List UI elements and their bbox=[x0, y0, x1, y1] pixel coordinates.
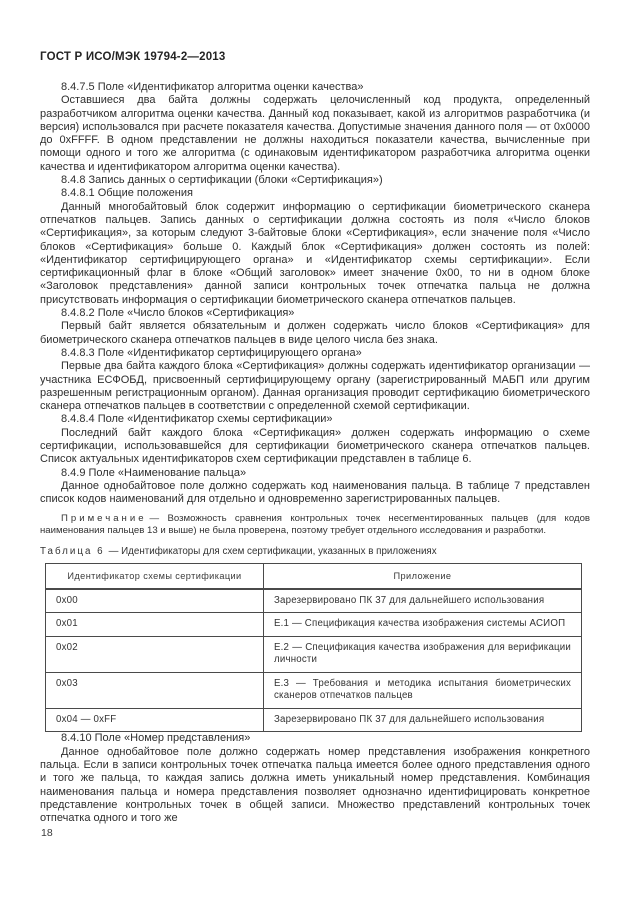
section-heading: 8.4.8 Запись данных о сертификации (блоки «Сертификация») bbox=[61, 174, 383, 187]
running-header: ГОСТ Р ИСО/МЭК 19794-2—2013 bbox=[40, 51, 226, 63]
table-row bbox=[46, 672, 582, 708]
table-cell-appendix: Е.2 — Спецификация качества изображения для верификации личности bbox=[264, 636, 582, 672]
table-cell-scheme-id: 0x03 bbox=[46, 672, 264, 708]
paragraph: Первые два байта каждого блока «Сертификация» должны содержать идентификатор организации — участника ЕСФОБД, присвоенный сертифицирующему органу (зарегистрированный МАБП или другим разрешенным регистрационным органом). Данная организация проводит сертификацию биометрического сканера отпечатков пальцев в соответствии с определенной схемой сертификации. bbox=[40, 360, 590, 413]
note-label: Примечание bbox=[61, 512, 147, 524]
note-text: — Возможность сравнения контрольных точек несегментированных пальцев (для кодов наименования пальцев 13 и выше) не была проверена, поэтому требует отдельного исследования и разработки. bbox=[40, 512, 590, 536]
table-row bbox=[46, 708, 582, 732]
table-caption-label: Таблица 6 bbox=[40, 545, 105, 557]
table-header-row bbox=[46, 563, 582, 589]
table-cell-appendix: Зарезервировано ПК 37 для дальнейшего использования bbox=[264, 708, 582, 732]
table-cell-scheme-id: 0x01 bbox=[46, 613, 264, 637]
page-number: 18 bbox=[41, 827, 53, 839]
table-cell-appendix: Зарезервировано ПК 37 для дальнейшего использования bbox=[264, 589, 582, 613]
column-header-appendix: Приложение bbox=[264, 563, 582, 589]
paragraph: Оставшиеся два байта должны содержать целочисленный код продукта, определенный разработчиком алгоритма оценки качества. Данный код показывает, какой из алгоритмов разработчика (и версия) использовался при расчете показателя качества. Допустимые значения данного поля — от 0x0000 до 0xFFFF. В одном представлении не должны находиться показатели качества, вычисленные при помощи одного и того же алгоритма (с одинаковым идентификатором разработчика алгоритма оценки качества и идентификатором алгоритма оценки качества). bbox=[40, 94, 590, 173]
section-heading: 8.4.10 Поле «Номер представления» bbox=[61, 732, 251, 745]
table-cell-appendix: Е.1 — Спецификация качества изображения системы АСИОП bbox=[264, 613, 582, 637]
paragraph: Последний байт каждого блока «Сертификация» должен содержать информацию о схеме сертификации, использовавшейся для сертификации биометрического сканера отпечатков пальцев. Список актуальных идентификаторов схем сертификации представлен в таблице 6. bbox=[40, 426, 590, 466]
table-row bbox=[46, 613, 582, 637]
section-heading: 8.4.8.4 Поле «Идентификатор схемы сертификации» bbox=[61, 413, 333, 426]
section-heading: 8.4.8.3 Поле «Идентификатор сертифицирующего органа» bbox=[61, 346, 362, 359]
paragraph: Данное однобайтовое поле должно содержать код наименования пальца. В таблице 7 представлен список кодов наименований для отдельно и одновременно зарегистрированных пальцев. bbox=[40, 479, 590, 506]
section-heading: 8.4.9 Поле «Наименование пальца» bbox=[61, 466, 247, 479]
paragraph: Данный многобайтовый блок содержит информацию о сертификации биометрического сканера отпечатков пальцев. Запись данных о сертификации должна состоять из поля «Число блоков «Сертификация», за которым следуют 3-байтовые блоки «Сертификация», если значение поля «Число блоков «Сертификация» больше 0. Каждый блок «Сертификация» должен состоять из полей: «Идентификатор сертифицирующего органа» и «Идентификатор схемы сертификации». Если сертификационный флаг в блоке «Общий заголовок» имеет значение 0x00, то ни в одном блоке «Заголовок представления» данной записи контрольных точек отпечатка пальца не должна присутствовать информация о сертификации биометрического сканера отпечатков пальцев. bbox=[40, 200, 590, 306]
table-row bbox=[46, 589, 582, 613]
paragraph: Данное однобайтовое поле должно содержать номер представления изображения конкретного пальца. Если в записи контрольных точек отпечатка пальца имеется более одного представления одного и того же пальца, то каждая запись должна иметь уникальный номер представления. Комбинация наименования пальца и номера представления позволяет однозначно идентифицировать конкретное представление контрольных точек в общей записи. Множество представлений контрольных точек отпечатка одного и того же bbox=[40, 745, 590, 825]
section-heading: 8.4.7.5 Поле «Идентификатор алгоритма оценки качества» bbox=[61, 81, 364, 93]
table-row bbox=[46, 636, 582, 672]
table-cell-appendix: Е.3 — Требования и методика испытания биометрических сканеров отпечатков пальцев bbox=[264, 672, 582, 708]
paragraph: Первый байт является обязательным и должен содержать число блоков «Сертификация» для биометрического сканера отпечатков пальцев в виде целого числа без знака. bbox=[40, 320, 590, 346]
table-cell-scheme-id: 0x00 bbox=[46, 589, 264, 613]
section-heading: 8.4.8.1 Общие положения bbox=[61, 187, 193, 200]
table-caption bbox=[40, 546, 590, 558]
table-cell-scheme-id: 0x04 — 0xFF bbox=[46, 708, 264, 732]
certification-schemes-table bbox=[45, 563, 582, 733]
note bbox=[40, 513, 590, 537]
column-header-scheme-id: Идентификатор схемы сертификации bbox=[46, 563, 264, 589]
table-cell-scheme-id: 0x02 bbox=[46, 636, 264, 672]
table-caption-text: — Идентификаторы для схем сертификации, указанных в приложениях bbox=[108, 545, 437, 557]
section-heading: 8.4.8.2 Поле «Число блоков «Сертификация» bbox=[61, 307, 295, 320]
